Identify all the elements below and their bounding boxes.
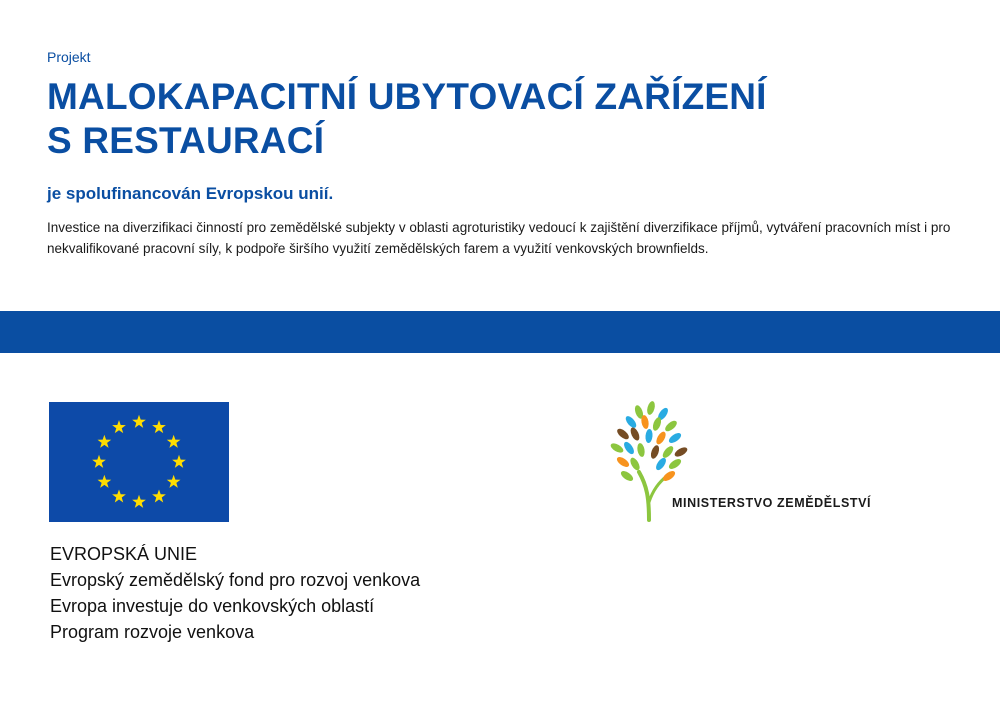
ministry-name: MINISTERSTVO ZEMĚDĚLSTVÍ bbox=[672, 496, 872, 510]
eu-slogan: Evropa investuje do venkovských oblastí bbox=[50, 596, 375, 616]
project-label: Projekt bbox=[47, 49, 91, 65]
eu-fund-name: Evropský zemědělský fond pro rozvoj venkova bbox=[50, 570, 421, 590]
eu-name: EVROPSKÁ UNIE bbox=[50, 544, 198, 564]
eu-program-name: Program rozvoje venkova bbox=[50, 622, 255, 642]
eu-flag-icon bbox=[49, 402, 229, 522]
cofinancing-subtitle: je spolufinancován Evropskou unií. bbox=[47, 184, 334, 203]
blue-band-divider bbox=[0, 311, 1000, 353]
project-title-line-1: MALOKAPACITNÍ UBYTOVACÍ ZAŘÍZENÍ bbox=[47, 76, 767, 117]
project-description: Investice na diverzifikaci činností pro zemědělské subjekty v oblasti agroturistiky vedoucí k zajištění diverzifikace příjmů, vytváření pracovních míst i pro nekvalifikované pracovní síly, k podpoře širšího využití zemědělských farem a využití venkovských brownfields. bbox=[47, 220, 951, 256]
project-title bbox=[47, 75, 947, 163]
eu-funding-text bbox=[50, 541, 420, 645]
project-title-line-2: S RESTAURACÍ bbox=[47, 120, 325, 161]
